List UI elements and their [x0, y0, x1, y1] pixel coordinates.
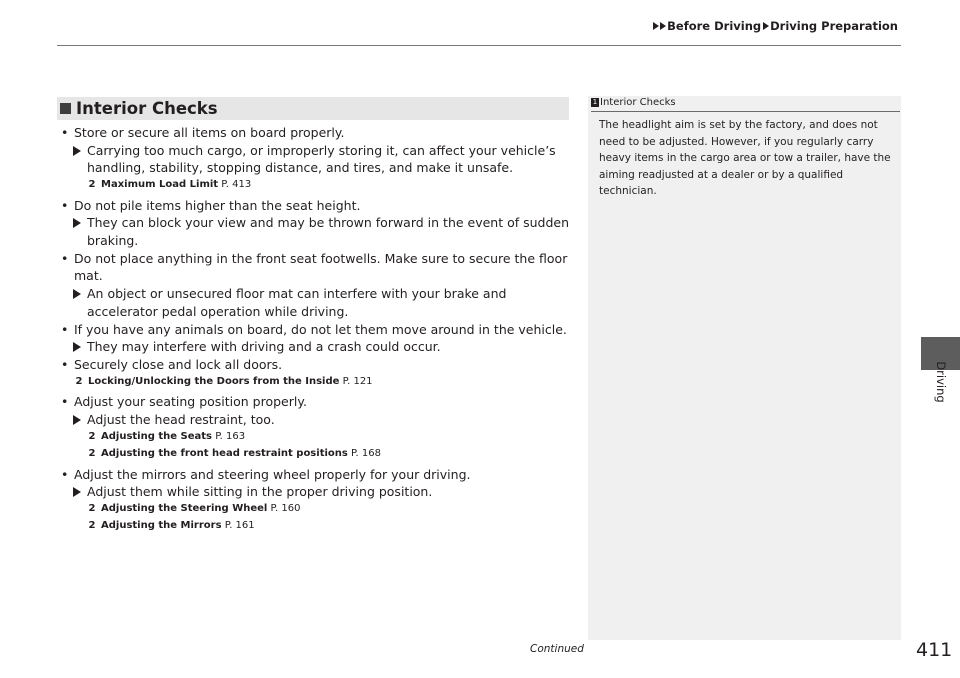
sub-item [60, 285, 572, 320]
breadcrumb-arrow-icon [763, 22, 769, 30]
breadcrumb-arrow-icon [660, 22, 666, 30]
note-divider [591, 111, 900, 112]
bullet-item: • Adjust the mirrors and steering wheel properly for your driving. [60, 466, 572, 484]
note-heading [591, 97, 676, 108]
cross-reference[interactable] [60, 502, 572, 517]
sub-arrow-icon [73, 146, 81, 156]
note-text: The headlight aim is set by the factory, and does not need to be adjusted. However, if you regularly carry heavy items in the cargo area or tow a trailer, have the aiming readjusted at a dealer or by a qualified technician. [599, 119, 891, 197]
sub-item [60, 142, 572, 177]
note-number-badge: 1 [592, 98, 598, 106]
continued-label: Continued [530, 643, 584, 655]
note-title: Interior Checks [600, 97, 676, 108]
bullet-item: • If you have any animals on board, do not let them move around in the vehicle. [60, 321, 572, 339]
cross-reference[interactable] [60, 375, 572, 390]
reference-title[interactable]: Adjusting the front head restraint positions [101, 448, 348, 460]
sub-arrow-icon [73, 289, 81, 299]
sub-item-text: They can block your view and may be thrown forward in the event of sudden braking. [87, 215, 570, 249]
reference-page[interactable]: P. 163 [215, 430, 246, 442]
chapter-tab-label: Driving [933, 361, 948, 403]
sub-item [60, 411, 572, 429]
page-number: 411 [916, 639, 953, 661]
sub-arrow-icon [73, 415, 81, 425]
sub-item-text: An object or unsecured floor mat can interfere with your brake and accelerator pedal operation while driving. [87, 286, 507, 319]
sub-item [60, 214, 572, 249]
cross-reference[interactable] [60, 430, 572, 445]
sub-item [60, 338, 572, 356]
bullet-item: • Securely close and lock all doors. [60, 356, 572, 374]
sub-item-text: They may interfere with driving and a crash could occur. [87, 339, 441, 355]
reference-title[interactable]: Adjusting the Mirrors [101, 520, 222, 532]
header-divider [57, 45, 901, 46]
reference-title[interactable]: Adjusting the Seats [101, 430, 212, 442]
sub-item-text: Carrying too much cargo, or improperly storing it, can affect your vehicle’s handling, stability, stopping distance, and tires, and make it unsafe. [87, 142, 556, 176]
sub-arrow-icon [73, 342, 81, 352]
sub-item-text: Adjust them while sitting in the proper driving position. [87, 484, 433, 500]
reference-arrow-icon: 2 [88, 448, 96, 460]
breadcrumb-item-section[interactable]: Before Driving [667, 19, 762, 33]
reference-arrow-icon: 2 [75, 375, 83, 387]
main-content [60, 124, 572, 538]
sub-arrow-icon [73, 487, 81, 497]
section-heading [57, 97, 569, 120]
breadcrumb [653, 19, 900, 33]
reference-page[interactable]: P. 121 [342, 375, 373, 387]
reference-arrow-icon: 2 [88, 502, 96, 514]
reference-title[interactable]: Adjusting the Steering Wheel [101, 502, 268, 514]
reference-arrow-icon: 2 [88, 430, 96, 442]
reference-page[interactable]: P. 413 [221, 179, 252, 191]
reference-arrow-icon: 2 [88, 179, 96, 191]
breadcrumb-arrow-icon [653, 22, 659, 30]
chapter-tab-label-wrap [921, 363, 960, 433]
reference-page[interactable]: P. 160 [270, 502, 301, 514]
reference-page[interactable]: P. 161 [224, 520, 255, 532]
sub-item-text: Adjust the head restraint, too. [87, 411, 275, 427]
cross-reference[interactable] [60, 178, 572, 193]
reference-title[interactable]: Maximum Load Limit [101, 179, 219, 191]
reference-page[interactable]: P. 168 [351, 448, 381, 460]
bullet-item: • Do not pile items higher than the seat height. [60, 197, 572, 215]
sub-item [60, 483, 572, 501]
cross-reference[interactable] [60, 447, 572, 462]
sub-arrow-icon [73, 218, 81, 228]
bullet-item: • Adjust your seating position properly. [60, 393, 572, 411]
bullet-item: • Do not place anything in the front seat footwells. Make sure to secure the floor mat. [60, 250, 572, 285]
breadcrumb-item-page[interactable]: Driving Preparation [770, 19, 898, 33]
bullet-item: • Store or secure all items on board properly. [60, 124, 572, 142]
section-title: Interior Checks [76, 99, 218, 118]
section-square-icon [60, 103, 71, 114]
cross-reference[interactable] [60, 519, 572, 534]
reference-arrow-icon: 2 [88, 520, 96, 532]
reference-title[interactable]: Locking/Unlocking the Doors from the Inside [88, 375, 340, 387]
